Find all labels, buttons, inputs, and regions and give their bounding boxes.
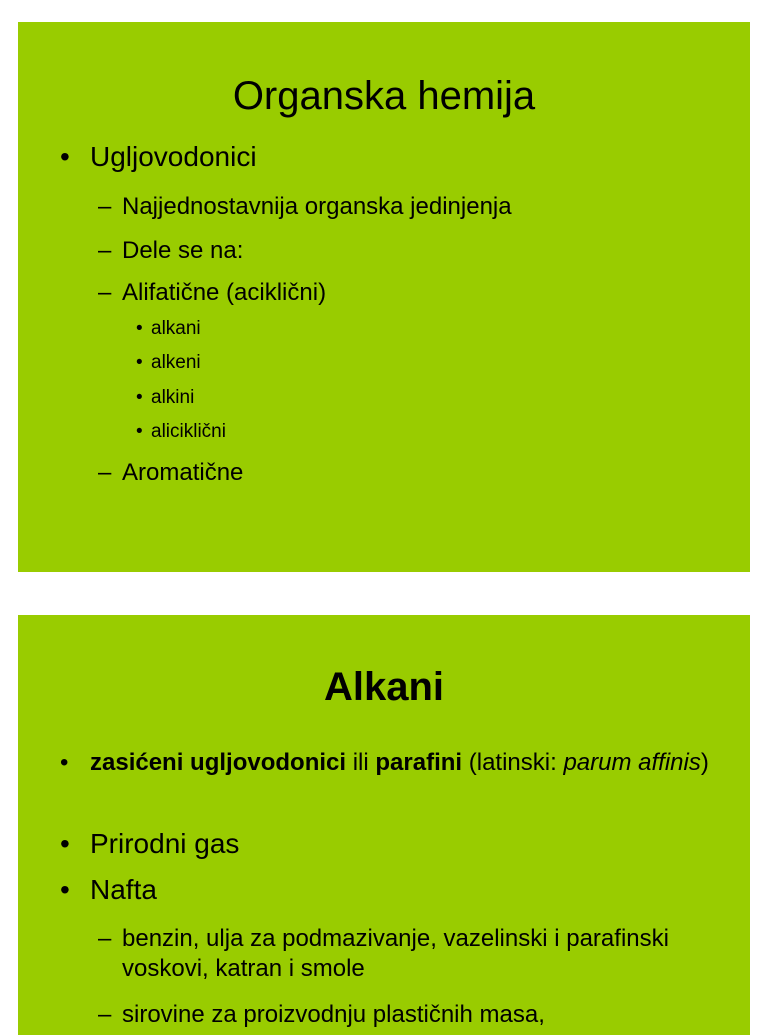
bullet-text: Ugljovodonici	[90, 141, 257, 172]
sub-bullet-item	[136, 386, 696, 410]
dash-marker: –	[98, 193, 112, 220]
slide-title: Organska hemija	[232, 74, 536, 118]
dash-marker: –	[98, 459, 112, 486]
dash-text: benzin, ulja za podmazivanje, vazelinski i parafinski voskovi, katran i smole	[122, 925, 669, 982]
dash-text: Dele se na:	[122, 237, 244, 264]
slide-title: Alkani	[323, 665, 445, 709]
dash-item	[98, 278, 718, 308]
bullet-text	[60, 747, 720, 779]
bullet-item	[60, 140, 700, 174]
sub-bullet-text: alkini	[151, 387, 195, 408]
bold-term: parafini	[375, 749, 463, 776]
slide-alkani	[18, 615, 750, 1035]
text-fragment: )	[700, 749, 709, 776]
bullet-marker: •	[136, 352, 143, 373]
bullet-text: Nafta	[90, 874, 157, 905]
dash-text: Najjednostavnija organska jedinjenja	[122, 193, 512, 220]
dash-item	[98, 458, 718, 488]
bullet-marker: •	[136, 421, 143, 442]
dash-item	[98, 924, 670, 984]
dash-item	[98, 192, 718, 222]
bullet-item	[60, 873, 700, 907]
sub-bullet-text: alkeni	[151, 352, 201, 373]
italic-term: parum affinis	[563, 749, 701, 776]
sub-bullet-item	[136, 420, 696, 444]
bullet-marker: •	[60, 828, 70, 859]
bullet-text: Prirodni gas	[90, 828, 240, 859]
text-fragment: ili	[346, 749, 376, 776]
dash-text: Alifatične (aciklični)	[122, 279, 327, 306]
sub-bullet-text: alkani	[151, 318, 201, 339]
text-fragment: (latinski:	[462, 749, 564, 776]
bullet-item	[60, 827, 700, 861]
sub-bullet-text: aliciklični	[151, 421, 226, 442]
bold-term: zasićeni ugljovodonici	[90, 749, 347, 776]
slide-organska-hemija	[18, 22, 750, 572]
dash-marker: –	[98, 1001, 112, 1028]
bullet-marker: •	[60, 749, 69, 776]
dash-item	[98, 236, 718, 266]
bullet-marker: •	[136, 387, 143, 408]
dash-marker: –	[98, 925, 112, 952]
bullet-item	[60, 747, 720, 779]
dash-text: Aromatične	[122, 459, 244, 486]
sub-bullet-item	[136, 317, 696, 341]
dash-marker: –	[98, 279, 112, 306]
bullet-marker: •	[136, 318, 143, 339]
bullet-marker: •	[60, 141, 70, 172]
dash-marker: –	[98, 237, 112, 264]
sub-bullet-item	[136, 351, 696, 375]
bullet-marker: •	[60, 874, 70, 905]
dash-text: sirovine za proizvodnju plastičnih masa,	[122, 1001, 545, 1028]
dash-item	[98, 1000, 718, 1030]
